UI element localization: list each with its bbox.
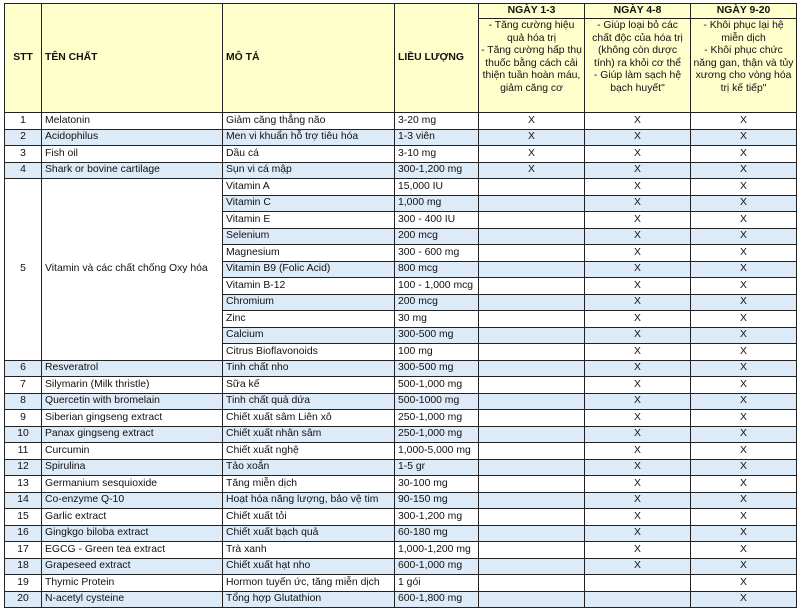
- row-description: Tinh chất nho: [223, 360, 395, 377]
- row-name: Quercetin with bromelain: [42, 393, 223, 410]
- row-dose: 90-150 mg: [395, 492, 479, 509]
- header-mo-ta: MÔ TẢ: [223, 4, 395, 113]
- header-lieu-luong: LIỀU LƯỢNG: [395, 4, 479, 113]
- row-mark-2: X: [585, 410, 691, 427]
- table-row: [5, 146, 797, 163]
- row-stt: 18: [5, 558, 42, 575]
- row-mark-2: [585, 591, 691, 608]
- row-mark-3: X: [691, 344, 797, 361]
- table-row: [5, 591, 797, 608]
- row-stt: 8: [5, 393, 42, 410]
- row-description: Vitamin B-12: [223, 278, 395, 295]
- row-mark-3: X: [691, 294, 797, 311]
- row-description: Chiết xuất bạch quả: [223, 525, 395, 542]
- day-1-3-desc: - Tăng cường hiệu quả hóa trị - Tăng cường hấp thụ thuốc bằng cách cải thiện tuần hoàn máu, giảm căng cơ: [481, 20, 582, 94]
- row-mark-1: X: [479, 113, 585, 130]
- row-description: Dầu cá: [223, 146, 395, 163]
- row-mark-2: X: [585, 327, 691, 344]
- row-description: Chiết xuất sâm Liên xô: [223, 410, 395, 427]
- row-mark-2: X: [585, 542, 691, 559]
- row-mark-1: [479, 261, 585, 278]
- row-stt: 3: [5, 146, 42, 163]
- row-dose: 1-5 gr: [395, 459, 479, 476]
- header-day-9-20: [691, 4, 797, 113]
- table-row: [5, 113, 797, 130]
- table-row: [5, 179, 797, 196]
- row-mark-1: [479, 525, 585, 542]
- row-mark-3: X: [691, 443, 797, 460]
- row-mark-3: X: [691, 410, 797, 427]
- row-description: Giảm căng thẳng não: [223, 113, 395, 130]
- row-dose: 200 mcg: [395, 294, 479, 311]
- row-mark-3: X: [691, 245, 797, 262]
- row-name: Grapeseed extract: [42, 558, 223, 575]
- row-stt: 20: [5, 591, 42, 608]
- row-description: Tăng miễn dịch: [223, 476, 395, 493]
- row-mark-3: X: [691, 509, 797, 526]
- table-body: [5, 113, 797, 608]
- row-stt: 5: [5, 179, 42, 361]
- day-4-8-desc: - Giúp loại bỏ các chất độc của hóa trị (không còn dược tính) ra khỏi cơ thể - Giúp làm sạch hệ bạch huyết": [592, 20, 683, 94]
- row-description: Chiết xuất nhân sâm: [223, 426, 395, 443]
- table-row: [5, 476, 797, 493]
- row-description: Sụn vi cá mập: [223, 162, 395, 179]
- row-mark-1: [479, 195, 585, 212]
- row-dose: 200 mcg: [395, 228, 479, 245]
- row-mark-3: X: [691, 393, 797, 410]
- row-name: Acidophilus: [42, 129, 223, 146]
- table-row: [5, 525, 797, 542]
- row-description: Tổng hợp Glutathion: [223, 591, 395, 608]
- row-mark-3: X: [691, 426, 797, 443]
- row-dose: 3-20 mg: [395, 113, 479, 130]
- row-mark-3: X: [691, 129, 797, 146]
- row-description: Chromium: [223, 294, 395, 311]
- row-mark-1: [479, 327, 585, 344]
- table-row: [5, 426, 797, 443]
- row-dose: 500-1000 mg: [395, 393, 479, 410]
- row-dose: 30 mg: [395, 311, 479, 328]
- row-mark-1: X: [479, 146, 585, 163]
- row-mark-1: [479, 278, 585, 295]
- table-row: [5, 377, 797, 394]
- row-stt: 7: [5, 377, 42, 394]
- row-description: Sữa kế: [223, 377, 395, 394]
- row-stt: 13: [5, 476, 42, 493]
- row-name: Spirulina: [42, 459, 223, 476]
- row-mark-1: [479, 228, 585, 245]
- row-name: Resveratrol: [42, 360, 223, 377]
- row-stt: 12: [5, 459, 42, 476]
- row-mark-1: [479, 443, 585, 460]
- row-mark-3: X: [691, 525, 797, 542]
- row-mark-2: X: [585, 443, 691, 460]
- table-row: [5, 575, 797, 592]
- supplement-table: [4, 3, 797, 608]
- row-dose: 100 mg: [395, 344, 479, 361]
- row-mark-3: X: [691, 311, 797, 328]
- header-stt: STT: [5, 4, 42, 113]
- row-description: Magnesium: [223, 245, 395, 262]
- row-mark-2: X: [585, 525, 691, 542]
- row-description: Citrus Bioflavonoids: [223, 344, 395, 361]
- row-mark-2: X: [585, 492, 691, 509]
- row-stt: 11: [5, 443, 42, 460]
- table-row: [5, 360, 797, 377]
- row-mark-1: [479, 509, 585, 526]
- row-mark-2: X: [585, 377, 691, 394]
- row-name: Silymarin (Milk thristle): [42, 377, 223, 394]
- row-description: Vitamin A: [223, 179, 395, 196]
- row-mark-1: [479, 426, 585, 443]
- table-row: [5, 393, 797, 410]
- row-mark-3: X: [691, 162, 797, 179]
- row-dose: 300 - 600 mg: [395, 245, 479, 262]
- row-dose: 600-1,800 mg: [395, 591, 479, 608]
- row-dose: 1,000-1,200 mg: [395, 542, 479, 559]
- row-description: Zinc: [223, 311, 395, 328]
- row-mark-1: [479, 294, 585, 311]
- row-stt: 2: [5, 129, 42, 146]
- row-mark-3: X: [691, 591, 797, 608]
- row-stt: 9: [5, 410, 42, 427]
- row-stt: 14: [5, 492, 42, 509]
- row-stt: 17: [5, 542, 42, 559]
- row-mark-3: X: [691, 179, 797, 196]
- row-name: Gingkgo biloba extract: [42, 525, 223, 542]
- row-mark-2: X: [585, 311, 691, 328]
- row-name: Thymic Protein: [42, 575, 223, 592]
- day-1-3-title: NGÀY 1-3: [479, 4, 584, 19]
- row-mark-1: [479, 558, 585, 575]
- row-mark-3: X: [691, 459, 797, 476]
- row-dose: 1,000-5,000 mg: [395, 443, 479, 460]
- row-dose: 250-1,000 mg: [395, 410, 479, 427]
- row-mark-3: X: [691, 195, 797, 212]
- row-description: Hoạt hóa năng lượng, bảo vệ tim: [223, 492, 395, 509]
- row-stt: 4: [5, 162, 42, 179]
- row-name: Fish oil: [42, 146, 223, 163]
- row-mark-2: X: [585, 344, 691, 361]
- row-name: Shark or bovine cartilage: [42, 162, 223, 179]
- row-mark-1: X: [479, 162, 585, 179]
- row-mark-1: [479, 542, 585, 559]
- table-row: [5, 162, 797, 179]
- row-mark-2: X: [585, 558, 691, 575]
- day-9-20-desc: - Khôi phục lại hệ miễn dịch - Khôi phục chức năng gan, thận và tủy xương cho vòng hóa trị kế tiếp": [693, 20, 794, 94]
- table-row: [5, 492, 797, 509]
- row-description: Vitamin B9 (Folic Acid): [223, 261, 395, 278]
- row-stt: 6: [5, 360, 42, 377]
- row-mark-1: [479, 245, 585, 262]
- row-mark-1: X: [479, 129, 585, 146]
- row-mark-2: X: [585, 294, 691, 311]
- row-stt: 19: [5, 575, 42, 592]
- table-row: [5, 542, 797, 559]
- row-dose: 250-1,000 mg: [395, 426, 479, 443]
- row-description: Men vi khuẩn hỗ trợ tiêu hóa: [223, 129, 395, 146]
- row-mark-2: [585, 575, 691, 592]
- row-dose: 600-1,000 mg: [395, 558, 479, 575]
- row-description: Chiết xuất hạt nho: [223, 558, 395, 575]
- row-mark-3: X: [691, 146, 797, 163]
- row-mark-2: X: [585, 212, 691, 229]
- header-day-4-8: [585, 4, 691, 113]
- row-mark-3: X: [691, 492, 797, 509]
- row-mark-2: X: [585, 245, 691, 262]
- row-dose: 800 mcg: [395, 261, 479, 278]
- day-4-8-title: NGÀY 4-8: [585, 4, 690, 19]
- row-mark-1: [479, 179, 585, 196]
- row-mark-2: X: [585, 360, 691, 377]
- header-day-1-3: [479, 4, 585, 113]
- row-mark-3: X: [691, 558, 797, 575]
- row-mark-3: X: [691, 113, 797, 130]
- row-mark-2: X: [585, 129, 691, 146]
- row-mark-3: X: [691, 212, 797, 229]
- row-mark-1: [479, 492, 585, 509]
- row-description: Hormon tuyến ức, tăng miễn dịch: [223, 575, 395, 592]
- header-ten-chat: TÊN CHẤT: [42, 4, 223, 113]
- row-mark-1: [479, 360, 585, 377]
- table-row: [5, 129, 797, 146]
- row-name: EGCG - Green tea extract: [42, 542, 223, 559]
- row-description: Calcium: [223, 327, 395, 344]
- row-stt: 10: [5, 426, 42, 443]
- row-name: Siberian gingseng extract: [42, 410, 223, 427]
- row-name: Germanium sesquioxide: [42, 476, 223, 493]
- row-mark-2: X: [585, 509, 691, 526]
- row-name: Melatonin: [42, 113, 223, 130]
- row-mark-2: X: [585, 113, 691, 130]
- table-row: [5, 410, 797, 427]
- row-description: Tảo xoắn: [223, 459, 395, 476]
- row-description: Tinh chất quả dứa: [223, 393, 395, 410]
- row-mark-3: X: [691, 228, 797, 245]
- row-mark-1: [479, 410, 585, 427]
- row-mark-2: X: [585, 146, 691, 163]
- row-mark-3: X: [691, 327, 797, 344]
- row-mark-2: X: [585, 393, 691, 410]
- row-name: N-acetyl cysteine: [42, 591, 223, 608]
- row-dose: 500-1,000 mg: [395, 377, 479, 394]
- row-mark-2: X: [585, 195, 691, 212]
- row-mark-1: [479, 393, 585, 410]
- row-name: Garlic extract: [42, 509, 223, 526]
- row-dose: 1 gói: [395, 575, 479, 592]
- row-description: Selenium: [223, 228, 395, 245]
- row-mark-2: X: [585, 278, 691, 295]
- row-description: Vitamin E: [223, 212, 395, 229]
- row-mark-2: X: [585, 426, 691, 443]
- row-name: Co-enzyme Q-10: [42, 492, 223, 509]
- row-mark-3: X: [691, 575, 797, 592]
- row-mark-1: [479, 591, 585, 608]
- row-mark-2: X: [585, 261, 691, 278]
- row-dose: 1-3 viên: [395, 129, 479, 146]
- day-9-20-title: NGÀY 9-20: [691, 4, 796, 19]
- row-mark-1: [479, 377, 585, 394]
- row-description: Trà xanh: [223, 542, 395, 559]
- row-mark-1: [479, 344, 585, 361]
- row-dose: 300-1,200 mg: [395, 509, 479, 526]
- row-dose: 300 - 400 IU: [395, 212, 479, 229]
- row-stt: 1: [5, 113, 42, 130]
- row-mark-3: X: [691, 542, 797, 559]
- row-mark-1: [479, 575, 585, 592]
- row-mark-3: X: [691, 360, 797, 377]
- table-row: [5, 558, 797, 575]
- row-description: Chiết xuất nghệ: [223, 443, 395, 460]
- row-stt: 15: [5, 509, 42, 526]
- row-mark-3: X: [691, 476, 797, 493]
- table-row: [5, 443, 797, 460]
- row-dose: 3-10 mg: [395, 146, 479, 163]
- row-dose: 300-500 mg: [395, 327, 479, 344]
- table-row: [5, 509, 797, 526]
- row-mark-3: X: [691, 261, 797, 278]
- row-dose: 60-180 mg: [395, 525, 479, 542]
- row-dose: 15,000 IU: [395, 179, 479, 196]
- row-description: Vitamin C: [223, 195, 395, 212]
- row-mark-1: [479, 476, 585, 493]
- header-row: [5, 4, 797, 113]
- row-mark-2: X: [585, 476, 691, 493]
- row-description: Chiết xuất tỏi: [223, 509, 395, 526]
- row-mark-2: X: [585, 179, 691, 196]
- row-dose: 300-500 mg: [395, 360, 479, 377]
- row-mark-3: X: [691, 377, 797, 394]
- row-mark-1: [479, 311, 585, 328]
- table-row: [5, 459, 797, 476]
- row-name: Vitamin và các chất chống Oxy hóa: [42, 179, 223, 361]
- row-dose: 1,000 mg: [395, 195, 479, 212]
- row-name: Panax gingseng extract: [42, 426, 223, 443]
- row-dose: 30-100 mg: [395, 476, 479, 493]
- row-dose: 100 - 1,000 mcg: [395, 278, 479, 295]
- row-mark-1: [479, 459, 585, 476]
- row-mark-3: X: [691, 278, 797, 295]
- row-dose: 300-1,200 mg: [395, 162, 479, 179]
- row-mark-2: X: [585, 459, 691, 476]
- row-stt: 16: [5, 525, 42, 542]
- row-mark-2: X: [585, 228, 691, 245]
- row-mark-1: [479, 212, 585, 229]
- row-name: Curcumin: [42, 443, 223, 460]
- row-mark-2: X: [585, 162, 691, 179]
